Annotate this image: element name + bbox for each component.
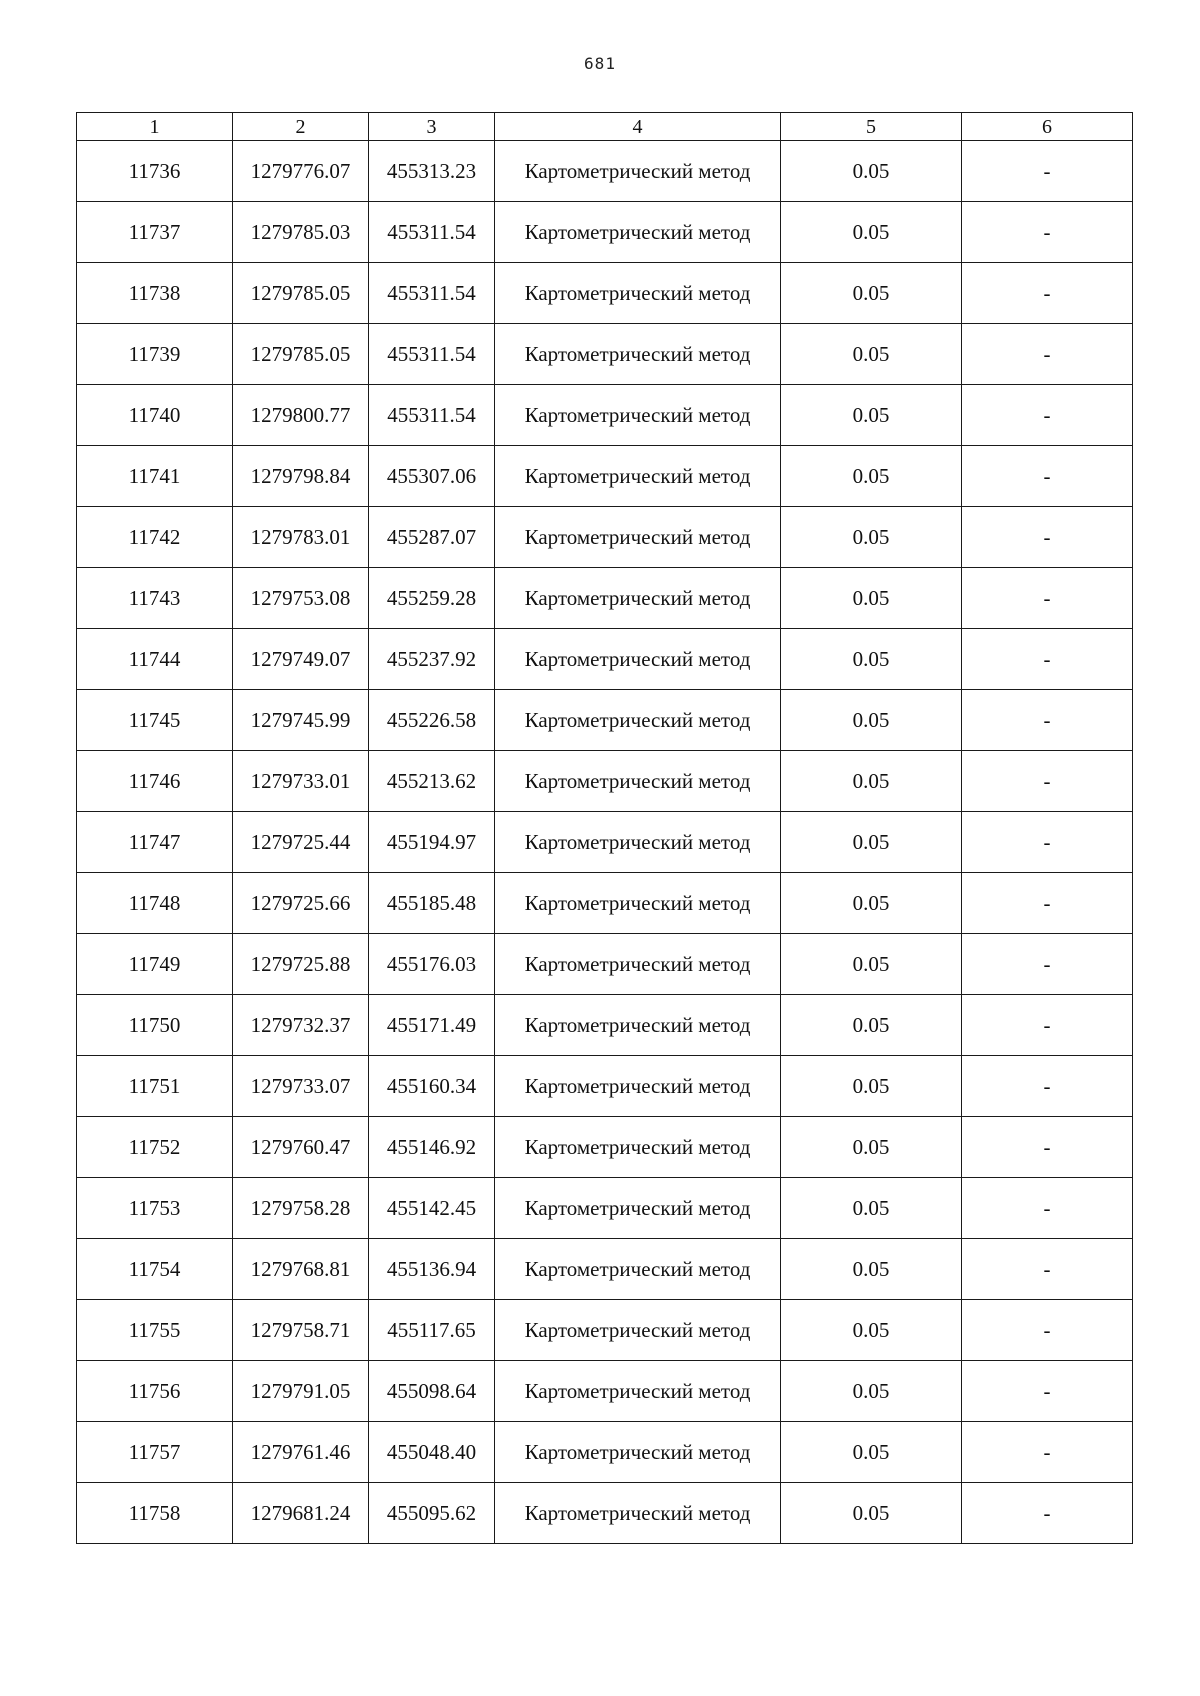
column-header-5: 5 (781, 113, 962, 141)
x-coordinate-cell: 1279725.88 (233, 934, 369, 995)
note-cell: - (962, 1422, 1133, 1483)
accuracy-cell: 0.05 (781, 1178, 962, 1239)
point-number-cell: 11744 (77, 629, 233, 690)
accuracy-cell: 0.05 (781, 812, 962, 873)
method-cell: Картометрический метод (495, 751, 781, 812)
y-coordinate-cell: 455098.64 (369, 1361, 495, 1422)
table-row (77, 385, 1133, 446)
x-coordinate-cell: 1279725.44 (233, 812, 369, 873)
table-row (77, 1483, 1133, 1544)
column-header-2: 2 (233, 113, 369, 141)
table-row (77, 1361, 1133, 1422)
point-number-cell: 11739 (77, 324, 233, 385)
note-cell: - (962, 873, 1133, 934)
point-number-cell: 11747 (77, 812, 233, 873)
method-cell: Картометрический метод (495, 1239, 781, 1300)
accuracy-cell: 0.05 (781, 1361, 962, 1422)
note-cell: - (962, 324, 1133, 385)
y-coordinate-cell: 455311.54 (369, 324, 495, 385)
accuracy-cell: 0.05 (781, 873, 962, 934)
note-cell: - (962, 812, 1133, 873)
x-coordinate-cell: 1279785.03 (233, 202, 369, 263)
y-coordinate-cell: 455287.07 (369, 507, 495, 568)
table-body (77, 141, 1133, 1544)
accuracy-cell: 0.05 (781, 324, 962, 385)
x-coordinate-cell: 1279776.07 (233, 141, 369, 202)
table-row (77, 263, 1133, 324)
note-cell: - (962, 1178, 1133, 1239)
table-header (77, 113, 1133, 141)
y-coordinate-cell: 455307.06 (369, 446, 495, 507)
point-number-cell: 11748 (77, 873, 233, 934)
accuracy-cell: 0.05 (781, 1422, 962, 1483)
x-coordinate-cell: 1279733.01 (233, 751, 369, 812)
x-coordinate-cell: 1279791.05 (233, 1361, 369, 1422)
x-coordinate-cell: 1279758.28 (233, 1178, 369, 1239)
column-header-3: 3 (369, 113, 495, 141)
method-cell: Картометрический метод (495, 629, 781, 690)
y-coordinate-cell: 455313.23 (369, 141, 495, 202)
table-row (77, 1300, 1133, 1361)
note-cell: - (962, 141, 1133, 202)
table-row (77, 324, 1133, 385)
x-coordinate-cell: 1279745.99 (233, 690, 369, 751)
accuracy-cell: 0.05 (781, 1117, 962, 1178)
point-number-cell: 11742 (77, 507, 233, 568)
method-cell: Картометрический метод (495, 446, 781, 507)
x-coordinate-cell: 1279768.81 (233, 1239, 369, 1300)
note-cell: - (962, 202, 1133, 263)
table-row (77, 141, 1133, 202)
x-coordinate-cell: 1279760.47 (233, 1117, 369, 1178)
accuracy-cell: 0.05 (781, 1483, 962, 1544)
accuracy-cell: 0.05 (781, 995, 962, 1056)
point-number-cell: 11756 (77, 1361, 233, 1422)
point-number-cell: 11745 (77, 690, 233, 751)
x-coordinate-cell: 1279758.71 (233, 1300, 369, 1361)
note-cell: - (962, 446, 1133, 507)
note-cell: - (962, 1361, 1133, 1422)
accuracy-cell: 0.05 (781, 446, 962, 507)
table-row (77, 1422, 1133, 1483)
column-header-4: 4 (495, 113, 781, 141)
x-coordinate-cell: 1279785.05 (233, 324, 369, 385)
table-row (77, 995, 1133, 1056)
y-coordinate-cell: 455136.94 (369, 1239, 495, 1300)
method-cell: Картометрический метод (495, 690, 781, 751)
y-coordinate-cell: 455048.40 (369, 1422, 495, 1483)
method-cell: Картометрический метод (495, 1056, 781, 1117)
method-cell: Картометрический метод (495, 1361, 781, 1422)
table-row (77, 568, 1133, 629)
coordinates-table (76, 112, 1133, 1544)
y-coordinate-cell: 455213.62 (369, 751, 495, 812)
page-number: 681 (584, 54, 616, 73)
accuracy-cell: 0.05 (781, 1300, 962, 1361)
x-coordinate-cell: 1279785.05 (233, 263, 369, 324)
method-cell: Картометрический метод (495, 507, 781, 568)
y-coordinate-cell: 455146.92 (369, 1117, 495, 1178)
y-coordinate-cell: 455117.65 (369, 1300, 495, 1361)
x-coordinate-cell: 1279681.24 (233, 1483, 369, 1544)
point-number-cell: 11746 (77, 751, 233, 812)
accuracy-cell: 0.05 (781, 385, 962, 446)
y-coordinate-cell: 455095.62 (369, 1483, 495, 1544)
note-cell: - (962, 934, 1133, 995)
point-number-cell: 11737 (77, 202, 233, 263)
note-cell: - (962, 1300, 1133, 1361)
method-cell: Картометрический метод (495, 568, 781, 629)
table-row (77, 446, 1133, 507)
table-row (77, 751, 1133, 812)
method-cell: Картометрический метод (495, 141, 781, 202)
note-cell: - (962, 629, 1133, 690)
note-cell: - (962, 568, 1133, 629)
column-header-6: 6 (962, 113, 1133, 141)
y-coordinate-cell: 455185.48 (369, 873, 495, 934)
point-number-cell: 11757 (77, 1422, 233, 1483)
x-coordinate-cell: 1279732.37 (233, 995, 369, 1056)
y-coordinate-cell: 455176.03 (369, 934, 495, 995)
note-cell: - (962, 263, 1133, 324)
y-coordinate-cell: 455259.28 (369, 568, 495, 629)
y-coordinate-cell: 455194.97 (369, 812, 495, 873)
method-cell: Картометрический метод (495, 263, 781, 324)
header-row (77, 113, 1133, 141)
point-number-cell: 11736 (77, 141, 233, 202)
y-coordinate-cell: 455237.92 (369, 629, 495, 690)
accuracy-cell: 0.05 (781, 629, 962, 690)
note-cell: - (962, 690, 1133, 751)
table-row (77, 812, 1133, 873)
point-number-cell: 11749 (77, 934, 233, 995)
method-cell: Картометрический метод (495, 873, 781, 934)
table-row (77, 873, 1133, 934)
table-row (77, 1056, 1133, 1117)
point-number-cell: 11758 (77, 1483, 233, 1544)
note-cell: - (962, 507, 1133, 568)
accuracy-cell: 0.05 (781, 141, 962, 202)
x-coordinate-cell: 1279749.07 (233, 629, 369, 690)
note-cell: - (962, 1239, 1133, 1300)
x-coordinate-cell: 1279761.46 (233, 1422, 369, 1483)
accuracy-cell: 0.05 (781, 751, 962, 812)
column-header-1: 1 (77, 113, 233, 141)
x-coordinate-cell: 1279800.77 (233, 385, 369, 446)
table-row (77, 1178, 1133, 1239)
y-coordinate-cell: 455160.34 (369, 1056, 495, 1117)
point-number-cell: 11738 (77, 263, 233, 324)
method-cell: Картометрический метод (495, 324, 781, 385)
point-number-cell: 11753 (77, 1178, 233, 1239)
method-cell: Картометрический метод (495, 385, 781, 446)
x-coordinate-cell: 1279783.01 (233, 507, 369, 568)
note-cell: - (962, 1483, 1133, 1544)
accuracy-cell: 0.05 (781, 568, 962, 629)
table-row (77, 629, 1133, 690)
accuracy-cell: 0.05 (781, 690, 962, 751)
y-coordinate-cell: 455311.54 (369, 202, 495, 263)
method-cell: Картометрический метод (495, 1178, 781, 1239)
method-cell: Картометрический метод (495, 1483, 781, 1544)
y-coordinate-cell: 455142.45 (369, 1178, 495, 1239)
accuracy-cell: 0.05 (781, 507, 962, 568)
x-coordinate-cell: 1279753.08 (233, 568, 369, 629)
point-number-cell: 11752 (77, 1117, 233, 1178)
table-row (77, 934, 1133, 995)
point-number-cell: 11750 (77, 995, 233, 1056)
x-coordinate-cell: 1279725.66 (233, 873, 369, 934)
table-row (77, 1117, 1133, 1178)
note-cell: - (962, 1117, 1133, 1178)
point-number-cell: 11740 (77, 385, 233, 446)
note-cell: - (962, 1056, 1133, 1117)
y-coordinate-cell: 455311.54 (369, 385, 495, 446)
accuracy-cell: 0.05 (781, 202, 962, 263)
method-cell: Картометрический метод (495, 1300, 781, 1361)
method-cell: Картометрический метод (495, 812, 781, 873)
point-number-cell: 11754 (77, 1239, 233, 1300)
table-row (77, 1239, 1133, 1300)
note-cell: - (962, 995, 1133, 1056)
y-coordinate-cell: 455171.49 (369, 995, 495, 1056)
method-cell: Картометрический метод (495, 934, 781, 995)
point-number-cell: 11743 (77, 568, 233, 629)
table-row (77, 690, 1133, 751)
table-row (77, 202, 1133, 263)
x-coordinate-cell: 1279733.07 (233, 1056, 369, 1117)
y-coordinate-cell: 455226.58 (369, 690, 495, 751)
point-number-cell: 11755 (77, 1300, 233, 1361)
method-cell: Картометрический метод (495, 1422, 781, 1483)
method-cell: Картометрический метод (495, 1117, 781, 1178)
method-cell: Картометрический метод (495, 995, 781, 1056)
accuracy-cell: 0.05 (781, 1239, 962, 1300)
note-cell: - (962, 751, 1133, 812)
accuracy-cell: 0.05 (781, 1056, 962, 1117)
x-coordinate-cell: 1279798.84 (233, 446, 369, 507)
accuracy-cell: 0.05 (781, 934, 962, 995)
accuracy-cell: 0.05 (781, 263, 962, 324)
method-cell: Картометрический метод (495, 202, 781, 263)
table-row (77, 507, 1133, 568)
point-number-cell: 11741 (77, 446, 233, 507)
y-coordinate-cell: 455311.54 (369, 263, 495, 324)
point-number-cell: 11751 (77, 1056, 233, 1117)
note-cell: - (962, 385, 1133, 446)
